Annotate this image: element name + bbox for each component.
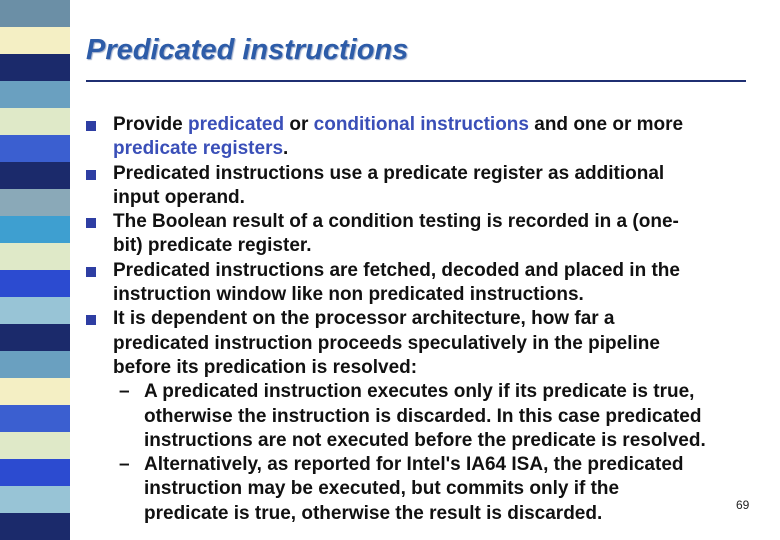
stripe-block (0, 81, 70, 108)
slide-title: Predicated instructions (86, 34, 409, 66)
highlight-term: conditional instructions (313, 114, 529, 135)
bullet-line: Predicated instructions use a predicate register as additional (113, 162, 665, 184)
dash-icon: – (119, 454, 130, 476)
bullet-square-icon (86, 121, 96, 131)
stripe-block (0, 27, 70, 54)
stripe-block (0, 459, 70, 486)
stripe-block (0, 405, 70, 432)
bullet-square-icon (86, 170, 96, 180)
sub-line: A predicated instruction executes only if its predicate is true, (144, 381, 695, 403)
bullet-line: input operand. (113, 186, 245, 208)
decorative-stripe (0, 0, 70, 540)
bullet-square-icon (86, 315, 96, 325)
highlight-term: predicate registers (113, 138, 284, 160)
bullet-line: instruction window like non predicated instructions. (113, 284, 584, 306)
stripe-block (0, 351, 70, 378)
bullet-square-icon (86, 267, 96, 277)
bullet-line: Predicated instructions are fetched, decoded and placed in the (113, 259, 680, 281)
stripe-block (0, 243, 70, 270)
stripe-block (0, 270, 70, 297)
bullet-line: It is dependent on the processor architecture, how far a (113, 308, 615, 330)
sub-item (84, 453, 774, 526)
stripe-block (0, 189, 70, 216)
bullet-line: bit) predicate register. (113, 235, 312, 257)
highlight-term: predicated (187, 114, 285, 135)
bullet-line (113, 113, 774, 137)
bullet-line: predicated instruction proceeds speculatively in the pipeline (113, 332, 660, 354)
stripe-block (0, 378, 70, 405)
stripe-block (0, 108, 70, 135)
text: or (284, 114, 314, 135)
sub-line: predicate is true, otherwise the result is discarded. (144, 502, 603, 524)
stripe-block (0, 513, 70, 540)
stripe-block (0, 297, 70, 324)
stripe-block (0, 135, 70, 162)
stripe-block (0, 54, 70, 81)
stripe-block (0, 162, 70, 189)
bullet-item (84, 210, 774, 259)
text: Provide (113, 114, 188, 135)
bullet-item (84, 162, 774, 211)
stripe-block (0, 486, 70, 513)
title-underline (86, 80, 746, 82)
dash-icon: – (119, 381, 130, 403)
sub-line: Alternatively, as reported for Intel's IA64 ISA, the predicated (144, 454, 684, 476)
sub-line: otherwise the instruction is discarded. In this case predicated (144, 405, 702, 427)
bullet-line: The Boolean result of a condition testing is recorded in a (one- (113, 211, 679, 233)
stripe-block (0, 216, 70, 243)
stripe-block (0, 324, 70, 351)
page-number: 69 (736, 498, 750, 512)
bullet-item (84, 259, 774, 308)
text: . (283, 138, 289, 160)
text: and one or more (528, 114, 684, 135)
bullet-item (84, 307, 774, 380)
bullet-square-icon (86, 218, 96, 228)
stripe-block (0, 0, 70, 27)
sub-item (84, 380, 774, 453)
stripe-block (0, 432, 70, 459)
sub-line: instructions are not executed before the predicate is resolved. (144, 429, 706, 451)
slide-body (84, 113, 774, 526)
bullet-line (113, 137, 774, 161)
bullet-line: before its predication is resolved: (113, 356, 418, 378)
bullet-item (84, 113, 774, 162)
sub-line: instruction may be executed, but commits only if the (144, 478, 620, 500)
